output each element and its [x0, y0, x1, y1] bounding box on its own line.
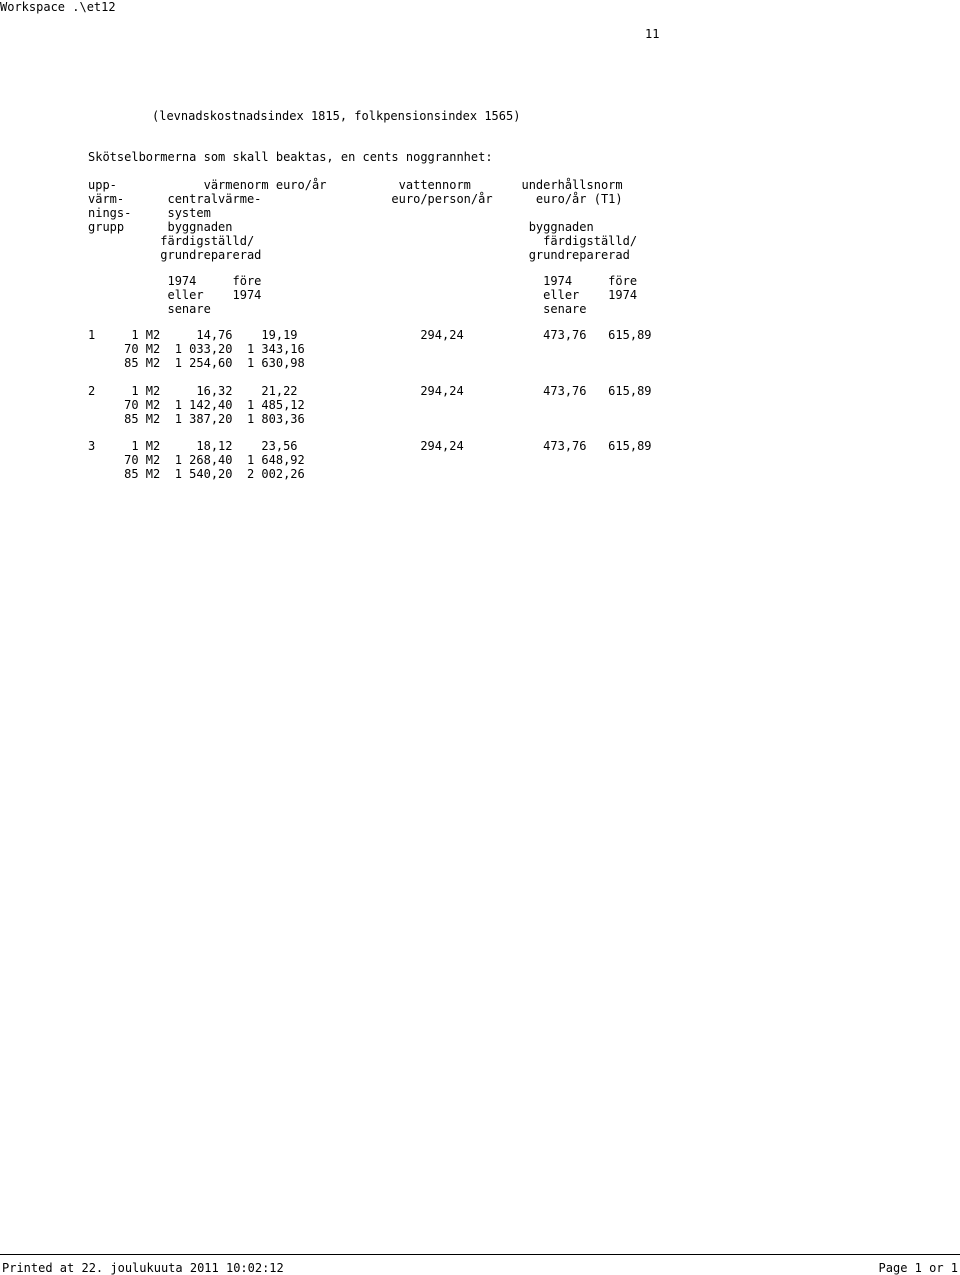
table-header-line: eller 1974 eller 1974 [88, 288, 638, 302]
page-number: 11 [645, 27, 660, 41]
table-row: 2 1 M2 16,32 21,22 294,24 473,76 615,89 [88, 384, 652, 398]
table-row: 70 M2 1 033,20 1 343,16 [88, 342, 305, 356]
table-row: 85 M2 1 254,60 1 630,98 [88, 356, 305, 370]
table-row: 70 M2 1 268,40 1 648,92 [88, 453, 305, 467]
printed-timestamp: Printed at 22. joulukuuta 2011 10:02:12 [2, 1261, 284, 1275]
table-row: 70 M2 1 142,40 1 485,12 [88, 398, 305, 412]
table-row: 3 1 M2 18,12 23,56 294,24 473,76 615,89 [88, 439, 652, 453]
table-row: 85 M2 1 540,20 2 002,26 [88, 467, 305, 481]
footer-divider [0, 1254, 960, 1255]
table-header-line: grundreparerad grundreparerad [88, 248, 630, 262]
table-header-line: värm- centralvärme- euro/person/år euro/år (T1) [88, 192, 623, 206]
intro-text: Skötselbormerna som skall beaktas, en cents noggrannhet: [88, 150, 493, 164]
table-header-line: färdigställd/ färdigställd/ [88, 234, 638, 248]
workspace-title: Workspace .\et12 [0, 0, 116, 14]
table-row: 85 M2 1 387,20 1 803,36 [88, 412, 305, 426]
page-info: Page 1 or 1 [878, 1261, 958, 1275]
table-header-line: senare senare [88, 302, 587, 316]
table-header-line: nings- system [88, 206, 211, 220]
table-header-line: upp- värmenorm euro/år vattennorm underhållsnorm [88, 178, 623, 192]
index-line: (levnadskostnadsindex 1815, folkpensionsindex 1565) [152, 109, 521, 123]
table-row: 1 1 M2 14,76 19,19 294,24 473,76 615,89 [88, 328, 652, 342]
table-header-line: grupp byggnaden byggnaden [88, 220, 594, 234]
table-header-line: 1974 före 1974 före [88, 274, 638, 288]
